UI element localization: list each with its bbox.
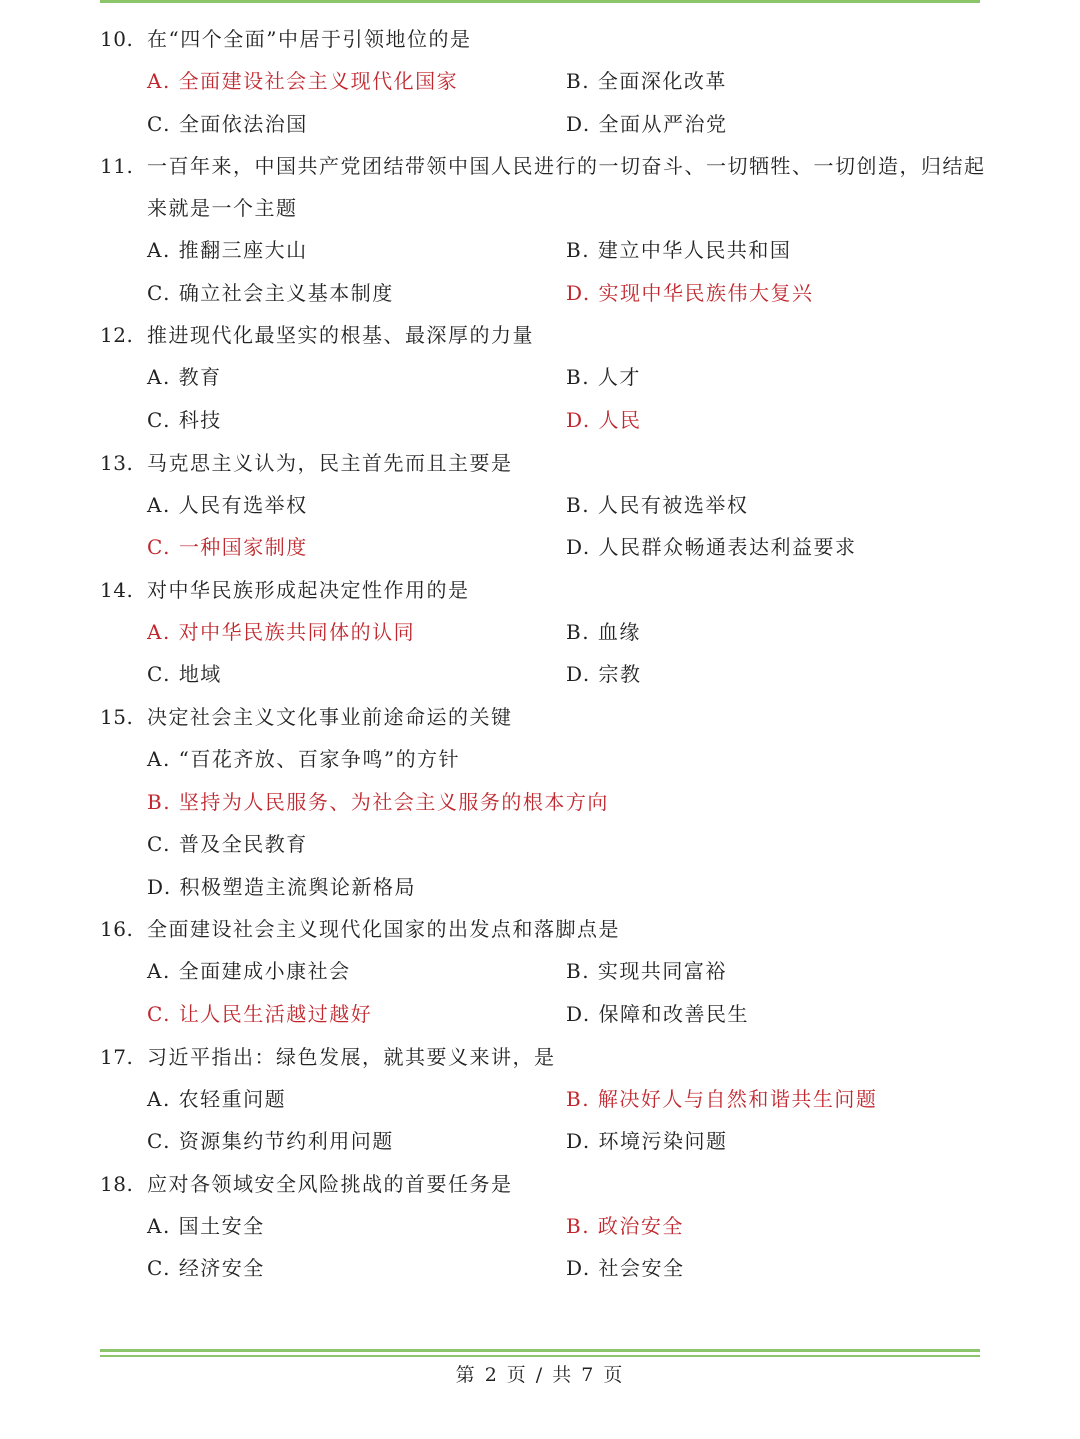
option-text: 坚持为人民服务、为社会主义服务的根本方向 [178, 789, 609, 814]
question-number: 17. [100, 1044, 134, 1069]
question-text: 对中华民族形成起决定性作用的是 [147, 577, 470, 602]
question-block [100, 1163, 990, 1290]
option-text: 环境污染问题 [598, 1129, 728, 1154]
option-label: C. [147, 1129, 171, 1154]
question-number: 12. [100, 323, 134, 348]
option-label: B. [566, 69, 591, 93]
question-number: 18. [100, 1171, 134, 1196]
answer-option [147, 950, 566, 993]
question-block [100, 314, 990, 441]
answer-option [566, 950, 985, 993]
question-text: 决定社会主义文化事业前途命运的关键 [147, 704, 513, 729]
answer-option-correct [147, 993, 566, 1036]
answer-option [147, 272, 566, 315]
option-label: A. [147, 1086, 171, 1111]
answer-option-correct [566, 399, 985, 442]
option-text: 地域 [178, 662, 222, 687]
option-group [147, 1078, 990, 1163]
option-text: 解决好人与自然和谐共生问题 [597, 1086, 878, 1111]
question-text: 应对各领域安全风险挑战的首要任务是 [147, 1171, 513, 1196]
option-label: B. [147, 789, 172, 814]
option-text: 人民有被选举权 [597, 492, 749, 517]
option-label: D. [147, 874, 172, 899]
option-label: A. [147, 619, 171, 644]
option-text: 人民 [598, 407, 642, 432]
question-stem [100, 1163, 990, 1205]
option-text: 全面依法治国 [178, 111, 308, 136]
option-text: 积极塑造主流舆论新格局 [179, 874, 417, 899]
answer-option [147, 229, 566, 272]
option-label: C. [147, 407, 171, 432]
answer-option [566, 356, 985, 399]
option-label: D. [566, 662, 591, 687]
option-label: D. [566, 1256, 591, 1281]
option-label: D. [566, 1001, 591, 1026]
question-block [100, 696, 990, 908]
top-rule [100, 0, 980, 3]
question-block [100, 569, 990, 696]
question-number: 10. [100, 27, 134, 51]
question-block [100, 145, 990, 314]
question-number: 15. [100, 704, 134, 729]
question-block [100, 908, 990, 1035]
answer-option [566, 229, 985, 272]
option-group [147, 611, 990, 696]
option-label: D. [566, 111, 591, 136]
question-block [100, 18, 990, 145]
option-label: A. [147, 69, 171, 93]
option-label: A. [147, 1213, 171, 1238]
option-text: 血缘 [597, 619, 641, 644]
answer-option [566, 653, 985, 696]
answer-option-correct [147, 781, 990, 824]
option-group [147, 950, 990, 1035]
question-block [100, 442, 990, 569]
option-label: A. [147, 365, 171, 390]
footer-total-prefix: 共 [552, 1364, 574, 1386]
option-label: B. [566, 492, 591, 517]
option-group [147, 60, 990, 145]
option-label: D. [566, 1129, 591, 1154]
option-text: 人才 [597, 365, 641, 390]
question-stem [100, 18, 990, 60]
question-stem [100, 442, 990, 484]
answer-option [147, 356, 566, 399]
answer-option [147, 103, 566, 146]
option-text: 推翻三座大山 [178, 238, 308, 263]
option-label: C. [147, 662, 171, 687]
question-text: 习近平指出：绿色发展，就其要义来讲，是 [147, 1044, 556, 1069]
answer-option [147, 484, 566, 527]
answer-option [566, 484, 985, 527]
option-label: B. [566, 238, 591, 263]
question-text: 一百年来，中国共产党团结带领中国人民进行的一切奋斗、一切牺牲、一切创造，归结起来就是一个主题 [147, 154, 986, 221]
option-text: 全面建成小康社会 [178, 959, 351, 984]
answer-option-correct [566, 1078, 985, 1121]
answer-option-correct [147, 526, 566, 569]
option-label: B. [566, 1213, 591, 1238]
option-group [147, 229, 990, 314]
answer-option [147, 399, 566, 442]
option-label: C. [147, 535, 171, 560]
question-number: 14. [100, 577, 134, 602]
option-label: C. [147, 1256, 171, 1281]
footer-page-unit: 页 [506, 1364, 528, 1386]
answer-option [566, 1120, 985, 1163]
answer-option [566, 611, 985, 654]
option-text: 确立社会主义基本制度 [178, 280, 394, 305]
question-number: 11. [100, 154, 134, 179]
option-label: B. [566, 1086, 591, 1111]
option-text: 资源集约节约利用问题 [178, 1129, 394, 1154]
question-stem [100, 908, 990, 950]
footer-page-prefix: 第 [455, 1364, 477, 1386]
answer-option [566, 1247, 985, 1290]
option-text: “百花齐放、百家争鸣”的方针 [178, 746, 461, 771]
option-text: 教育 [178, 365, 222, 390]
option-group [147, 1205, 990, 1290]
answer-option [147, 738, 990, 781]
answer-option [566, 993, 985, 1036]
answer-option [147, 823, 990, 866]
footer-rule-thin [100, 1355, 980, 1357]
answer-option [566, 60, 985, 103]
option-text: 国土安全 [178, 1213, 265, 1238]
option-group [147, 738, 990, 908]
answer-option-correct [147, 60, 566, 103]
option-label: D. [566, 407, 591, 432]
option-text: 经济安全 [178, 1256, 265, 1281]
option-label: B. [566, 619, 591, 644]
option-label: A. [147, 959, 171, 984]
option-text: 社会安全 [598, 1256, 685, 1281]
option-text: 保障和改善民生 [598, 1001, 750, 1026]
question-text: 全面建设社会主义现代化国家的出发点和落脚点是 [147, 917, 620, 942]
option-text: 全面从严治党 [598, 111, 728, 136]
option-text: 实现共同富裕 [597, 959, 727, 984]
page-footer [0, 1360, 1080, 1390]
question-text: 在“四个全面”中居于引领地位的是 [147, 27, 472, 51]
question-list [100, 18, 990, 1290]
answer-option [566, 103, 985, 146]
option-text: 对中华民族共同体的认同 [178, 619, 416, 644]
option-label: A. [147, 238, 171, 263]
option-label: A. [147, 492, 171, 517]
option-label: D. [566, 535, 591, 560]
option-text: 全面深化改革 [597, 69, 727, 93]
option-label: B. [566, 959, 591, 984]
option-label: A. [147, 746, 171, 771]
answer-option [566, 526, 985, 569]
option-text: 人民有选举权 [178, 492, 308, 517]
footer-page-number: 2 [484, 1364, 499, 1386]
question-number: 16. [100, 917, 134, 942]
option-text: 让人民生活越过越好 [178, 1001, 373, 1026]
question-stem [100, 569, 990, 611]
footer-total-number: 7 [581, 1364, 596, 1386]
footer-total-unit: 页 [603, 1364, 625, 1386]
option-text: 政治安全 [597, 1213, 684, 1238]
question-stem [100, 1036, 990, 1078]
option-text: 实现中华民族伟大复兴 [598, 280, 814, 305]
question-text: 马克思主义认为，民主首先而且主要是 [147, 450, 513, 475]
option-text: 宗教 [598, 662, 642, 687]
answer-option-correct [566, 272, 985, 315]
option-text: 农轻重问题 [178, 1086, 287, 1111]
footer-separator: / [535, 1364, 545, 1386]
answer-option [147, 653, 566, 696]
question-block [100, 1036, 990, 1163]
option-text: 一种国家制度 [178, 535, 308, 560]
question-stem [100, 696, 990, 738]
option-label: C. [147, 280, 171, 305]
option-text: 人民群众畅通表达利益要求 [598, 535, 857, 560]
answer-option [147, 1120, 566, 1163]
question-text: 推进现代化最坚实的根基、最深厚的力量 [147, 323, 534, 348]
question-number: 13. [100, 450, 134, 475]
answer-option [147, 1205, 566, 1248]
question-stem [100, 145, 990, 229]
option-label: C. [147, 1001, 171, 1026]
question-stem [100, 314, 990, 356]
option-label: C. [147, 111, 171, 136]
option-text: 普及全民教育 [178, 832, 308, 857]
option-label: B. [566, 365, 591, 390]
answer-option [147, 1247, 566, 1290]
option-group [147, 484, 990, 569]
option-text: 全面建设社会主义现代化国家 [178, 69, 459, 93]
answer-option [147, 1078, 566, 1121]
option-group [147, 356, 990, 441]
option-label: C. [147, 832, 171, 857]
answer-option [147, 866, 990, 909]
option-text: 科技 [178, 407, 222, 432]
option-text: 建立中华人民共和国 [597, 238, 792, 263]
option-label: D. [566, 280, 591, 305]
footer-rule-thick [100, 1349, 980, 1352]
answer-option-correct [566, 1205, 985, 1248]
answer-option-correct [147, 611, 566, 654]
